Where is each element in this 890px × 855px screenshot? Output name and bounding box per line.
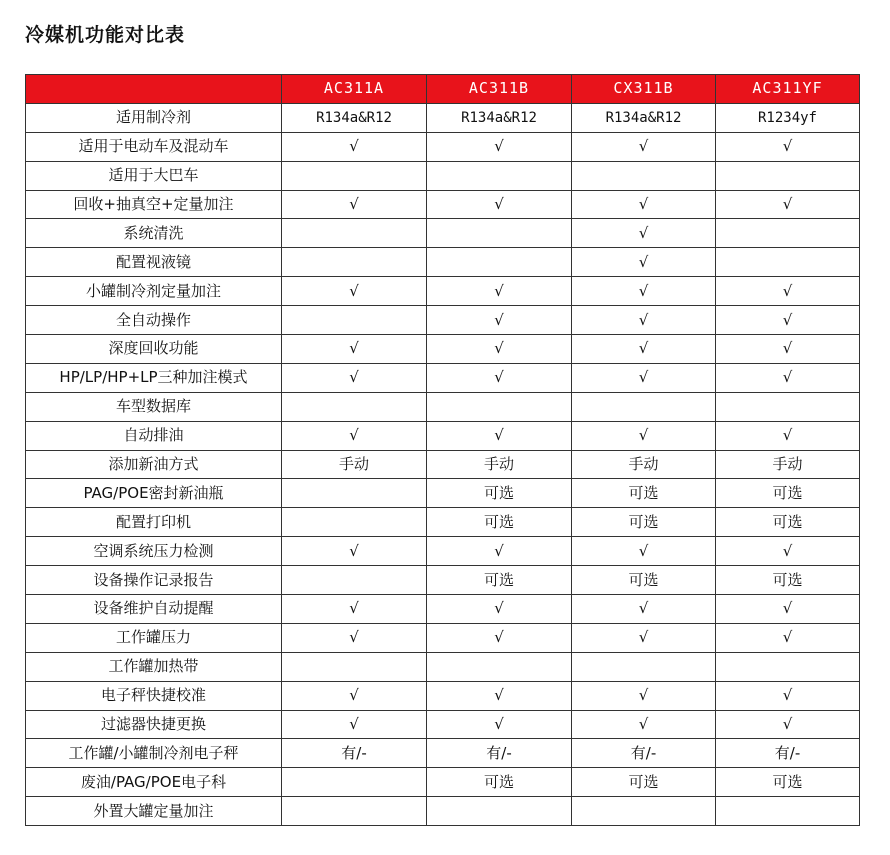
feature-label: 废油/PAG/POE电子科: [26, 768, 282, 797]
value-cell: [427, 652, 572, 681]
value-cell: √: [427, 277, 572, 306]
value-cell: 可选: [427, 566, 572, 595]
feature-label: 回收+抽真空+定量加注: [26, 190, 282, 219]
value-cell: 手动: [572, 450, 716, 479]
header-cell-model: AC311YF: [716, 75, 860, 104]
value-cell: √: [427, 623, 572, 652]
value-cell: 有/-: [716, 739, 860, 768]
value-cell: √: [282, 190, 427, 219]
feature-label: HP/LP/HP+LP三种加注模式: [26, 363, 282, 392]
value-cell: √: [282, 710, 427, 739]
feature-label: 工作罐/小罐制冷剂电子秤: [26, 739, 282, 768]
value-cell: √: [572, 595, 716, 624]
value-cell: 可选: [716, 768, 860, 797]
table-row: [26, 306, 860, 335]
value-cell: R1234yf: [716, 103, 860, 132]
table-row: [26, 652, 860, 681]
feature-label: PAG/POE密封新油瓶: [26, 479, 282, 508]
table-row: [26, 219, 860, 248]
table-row: [26, 623, 860, 652]
value-cell: √: [716, 363, 860, 392]
value-cell: [427, 161, 572, 190]
table-body: [26, 103, 860, 825]
value-cell: √: [282, 132, 427, 161]
feature-label: 外置大罐定量加注: [26, 797, 282, 826]
feature-label: 电子秤快捷校准: [26, 681, 282, 710]
value-cell: √: [716, 623, 860, 652]
value-cell: √: [572, 421, 716, 450]
value-cell: [716, 392, 860, 421]
value-cell: [282, 508, 427, 537]
value-cell: 可选: [572, 566, 716, 595]
value-cell: √: [282, 335, 427, 364]
header-cell-model: CX311B: [572, 75, 716, 104]
value-cell: √: [716, 335, 860, 364]
feature-label: 配置视液镜: [26, 248, 282, 277]
table-row: [26, 595, 860, 624]
value-cell: √: [716, 190, 860, 219]
value-cell: √: [716, 537, 860, 566]
value-cell: 有/-: [427, 739, 572, 768]
value-cell: [427, 392, 572, 421]
value-cell: 可选: [572, 508, 716, 537]
value-cell: √: [572, 248, 716, 277]
value-cell: √: [282, 277, 427, 306]
feature-label: 全自动操作: [26, 306, 282, 335]
table-row: [26, 450, 860, 479]
table-row: [26, 335, 860, 364]
value-cell: 手动: [716, 450, 860, 479]
feature-label: 自动排油: [26, 421, 282, 450]
value-cell: [572, 161, 716, 190]
value-cell: [282, 248, 427, 277]
table-row: [26, 161, 860, 190]
value-cell: √: [282, 421, 427, 450]
table-row: [26, 681, 860, 710]
value-cell: [282, 161, 427, 190]
value-cell: 可选: [427, 768, 572, 797]
value-cell: 有/-: [282, 739, 427, 768]
value-cell: [572, 652, 716, 681]
value-cell: √: [572, 335, 716, 364]
value-cell: √: [282, 595, 427, 624]
table-row: [26, 710, 860, 739]
value-cell: [716, 161, 860, 190]
value-cell: 可选: [572, 479, 716, 508]
value-cell: √: [427, 710, 572, 739]
value-cell: [427, 219, 572, 248]
value-cell: [282, 306, 427, 335]
value-cell: [282, 219, 427, 248]
value-cell: 可选: [427, 508, 572, 537]
value-cell: √: [572, 219, 716, 248]
value-cell: 有/-: [572, 739, 716, 768]
value-cell: √: [716, 277, 860, 306]
comparison-table: [25, 74, 860, 826]
header-cell-model: AC311A: [282, 75, 427, 104]
table-row: [26, 797, 860, 826]
feature-label: 适用于电动车及混动车: [26, 132, 282, 161]
table-row: [26, 479, 860, 508]
header-cell-feature: [26, 75, 282, 104]
value-cell: 可选: [716, 479, 860, 508]
value-cell: R134a&R12: [282, 103, 427, 132]
table-row: [26, 508, 860, 537]
value-cell: √: [427, 537, 572, 566]
value-cell: √: [716, 132, 860, 161]
value-cell: R134a&R12: [572, 103, 716, 132]
value-cell: √: [427, 363, 572, 392]
value-cell: [572, 392, 716, 421]
feature-label: 配置打印机: [26, 508, 282, 537]
value-cell: [716, 797, 860, 826]
table-row: [26, 103, 860, 132]
table-row: [26, 566, 860, 595]
value-cell: 手动: [282, 450, 427, 479]
table-row: [26, 768, 860, 797]
value-cell: √: [572, 363, 716, 392]
value-cell: √: [572, 277, 716, 306]
value-cell: 可选: [716, 566, 860, 595]
value-cell: 可选: [427, 479, 572, 508]
value-cell: [716, 652, 860, 681]
feature-label: 空调系统压力检测: [26, 537, 282, 566]
feature-label: 工作罐压力: [26, 623, 282, 652]
value-cell: [282, 768, 427, 797]
value-cell: [427, 248, 572, 277]
table-row: [26, 392, 860, 421]
table-row: [26, 277, 860, 306]
table-row: [26, 421, 860, 450]
value-cell: √: [572, 623, 716, 652]
value-cell: √: [282, 363, 427, 392]
value-cell: 手动: [427, 450, 572, 479]
table-header: [26, 75, 860, 104]
table-row: [26, 248, 860, 277]
value-cell: √: [572, 132, 716, 161]
value-cell: √: [427, 595, 572, 624]
page-title: 冷媒机功能对比表: [25, 24, 186, 46]
value-cell: 可选: [572, 768, 716, 797]
feature-label: 适用于大巴车: [26, 161, 282, 190]
value-cell: [716, 219, 860, 248]
value-cell: √: [282, 681, 427, 710]
value-cell: √: [427, 421, 572, 450]
feature-label: 车型数据库: [26, 392, 282, 421]
value-cell: √: [427, 132, 572, 161]
value-cell: [716, 248, 860, 277]
table-row: [26, 132, 860, 161]
value-cell: [282, 566, 427, 595]
value-cell: [282, 392, 427, 421]
table-row: [26, 537, 860, 566]
value-cell: √: [716, 710, 860, 739]
value-cell: √: [572, 710, 716, 739]
table-row: [26, 190, 860, 219]
value-cell: √: [572, 306, 716, 335]
value-cell: 可选: [716, 508, 860, 537]
feature-label: 适用制冷剂: [26, 103, 282, 132]
header-row: [26, 75, 860, 104]
value-cell: [427, 797, 572, 826]
value-cell: √: [282, 623, 427, 652]
header-cell-model: AC311B: [427, 75, 572, 104]
value-cell: √: [572, 681, 716, 710]
table-row: [26, 739, 860, 768]
value-cell: [282, 652, 427, 681]
feature-label: 深度回收功能: [26, 335, 282, 364]
value-cell: √: [282, 537, 427, 566]
value-cell: √: [572, 537, 716, 566]
feature-label: 设备维护自动提醒: [26, 595, 282, 624]
value-cell: √: [427, 335, 572, 364]
value-cell: √: [716, 681, 860, 710]
value-cell: R134a&R12: [427, 103, 572, 132]
value-cell: [282, 479, 427, 508]
value-cell: √: [427, 681, 572, 710]
feature-label: 小罐制冷剂定量加注: [26, 277, 282, 306]
feature-label: 设备操作记录报告: [26, 566, 282, 595]
feature-label: 系统清洗: [26, 219, 282, 248]
value-cell: √: [716, 595, 860, 624]
feature-label: 添加新油方式: [26, 450, 282, 479]
value-cell: [572, 797, 716, 826]
feature-label: 工作罐加热带: [26, 652, 282, 681]
value-cell: √: [716, 306, 860, 335]
value-cell: √: [716, 421, 860, 450]
value-cell: √: [572, 190, 716, 219]
value-cell: √: [427, 190, 572, 219]
value-cell: [282, 797, 427, 826]
feature-label: 过滤器快捷更换: [26, 710, 282, 739]
table-row: [26, 363, 860, 392]
value-cell: √: [427, 306, 572, 335]
